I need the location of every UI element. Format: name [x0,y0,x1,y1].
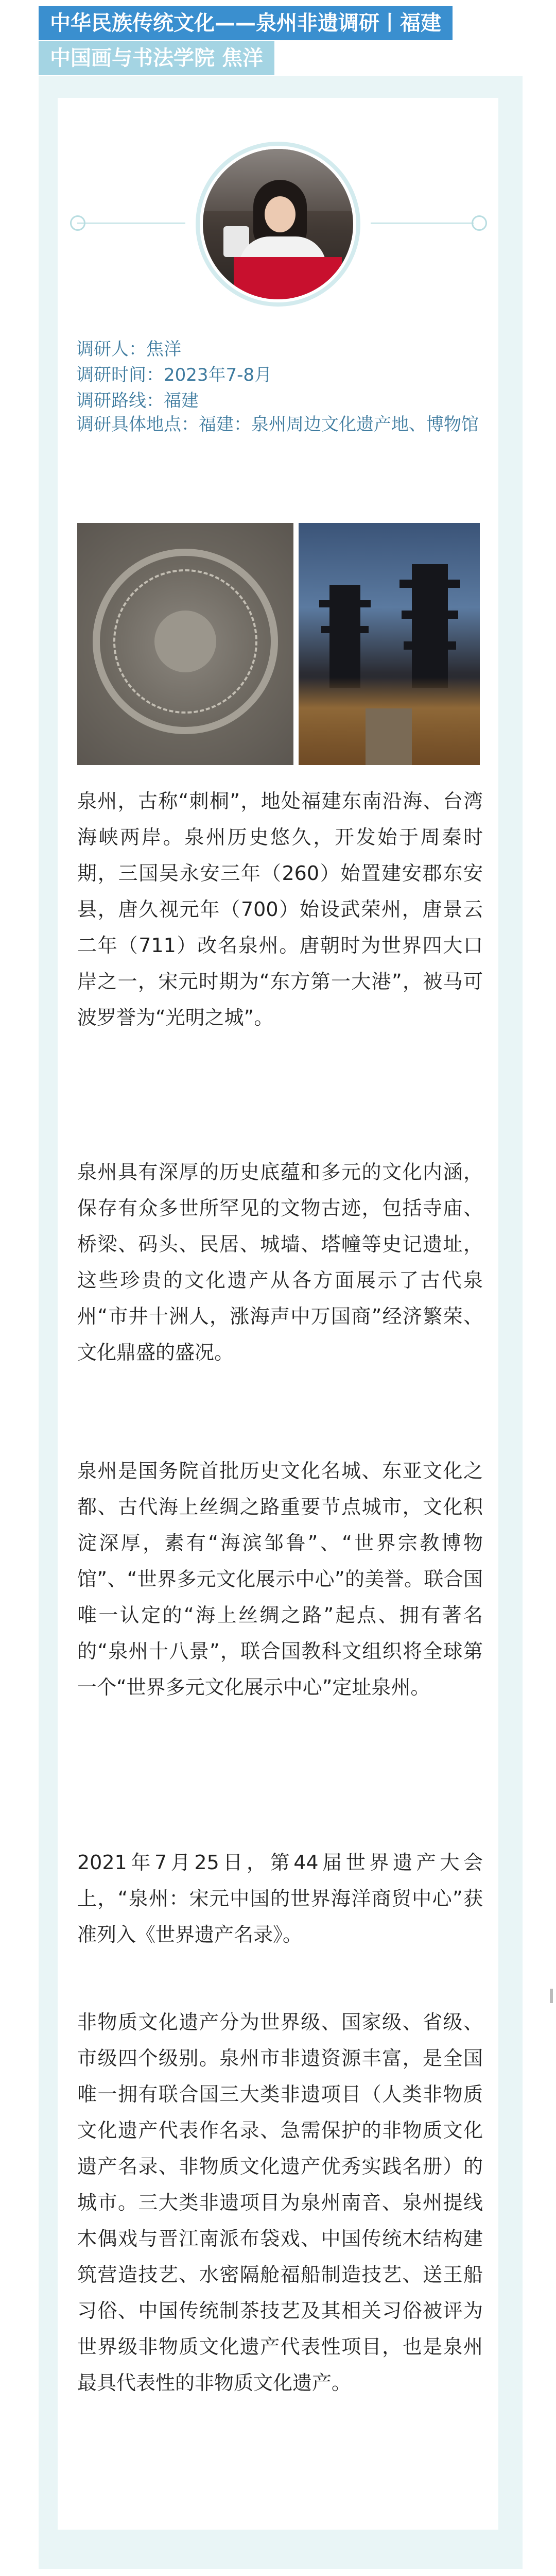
researcher-line: 调研人：焦洋 [76,339,181,360]
stone-carving-photo [77,523,293,765]
pagoda-night-photo [299,523,480,765]
paragraph-3: 泉州是国务院首批历史文化名城、东亚文化之都、古代海上丝绸之路重要节点城市，文化积淀深厚，素有“海滨邹鲁”、“世界宗教博物馆”、“世界多元文化展示中心”的美誉。联合国唯一认定的“海上丝绸之路”起点、拥有著名的“泉州十八景”，联合国教科文组织将全球第一个“世界多元文化展示中心”定址泉州。 [77,1460,483,1699]
swirl-icon [472,215,487,231]
scrollbar-thumb[interactable] [550,1989,553,2003]
divider-left [77,223,185,224]
article-title: 中华民族传统文化——泉州非遗调研丨福建 [50,11,441,35]
author-label: 中国画与书法学院 焦洋 [50,46,263,70]
paragraph-5: 非物质文化遗产分为世界级、国家级、省级、市级四个级别。泉州市非遗资源丰富，是全国唯一拥有联合国三大类非遗项目（人类非物质文化遗产代表作名录、急需保护的非物质文化遗产名录、非物质文化遗产优秀实践名册）的城市。三大类非遗项目为泉州南音、泉州提线木偶戏与晋江南派布袋戏、中国传统木结构建筑营造技艺、水密隔舱福船制造技艺、送王船习俗、中国传统制茶技艺及其相关习俗被评为世界级非物质文化遗产代表性项目，也是泉州最具代表性的非物质文化遗产。 [77,2011,483,2394]
paragraph-1: 泉州，古称“刺桐”，地处福建东南沿海、台湾海峡两岸。泉州历史悠久，开发始于周秦时期，三国吴永安三年（260）始置建安郡东安县，唐久视元年（700）始设武荣州，唐景云二年（711）改名泉州。唐朝时为世界四大口岸之一，宋元时期为“东方第一大港”，被马可波罗誉为“光明之城”。 [77,790,483,1029]
article-title-banner [39,6,453,40]
paragraph-4: 2021年7月25日，第44届世界遗产大会上，“泉州：宋元中国的世界海洋商贸中心”获准列入《世界遗产名录》。 [77,1851,483,1946]
author-banner [39,41,274,75]
research-time-line: 调研时间：2023年7-8月 [76,365,272,385]
paragraph-2: 泉州具有深厚的历史底蕴和多元的文化内涵，保存有众多世所罕见的文物古迹，包括寺庙、桥梁、码头、民居、城墙、塔幢等史记遗址，这些珍贵的文化遗产从各方面展示了古代泉州“市井十洲人，涨海声中万国商”经济繁荣、文化鼎盛的盛况。 [77,1161,483,1364]
research-place-line: 调研具体地点：福建：泉州周边文化遗产地、博物馆 [76,414,479,435]
research-route-line: 调研路线：福建 [76,391,199,411]
swirl-icon [70,215,85,231]
divider-right [371,223,474,224]
researcher-photo [203,149,353,299]
